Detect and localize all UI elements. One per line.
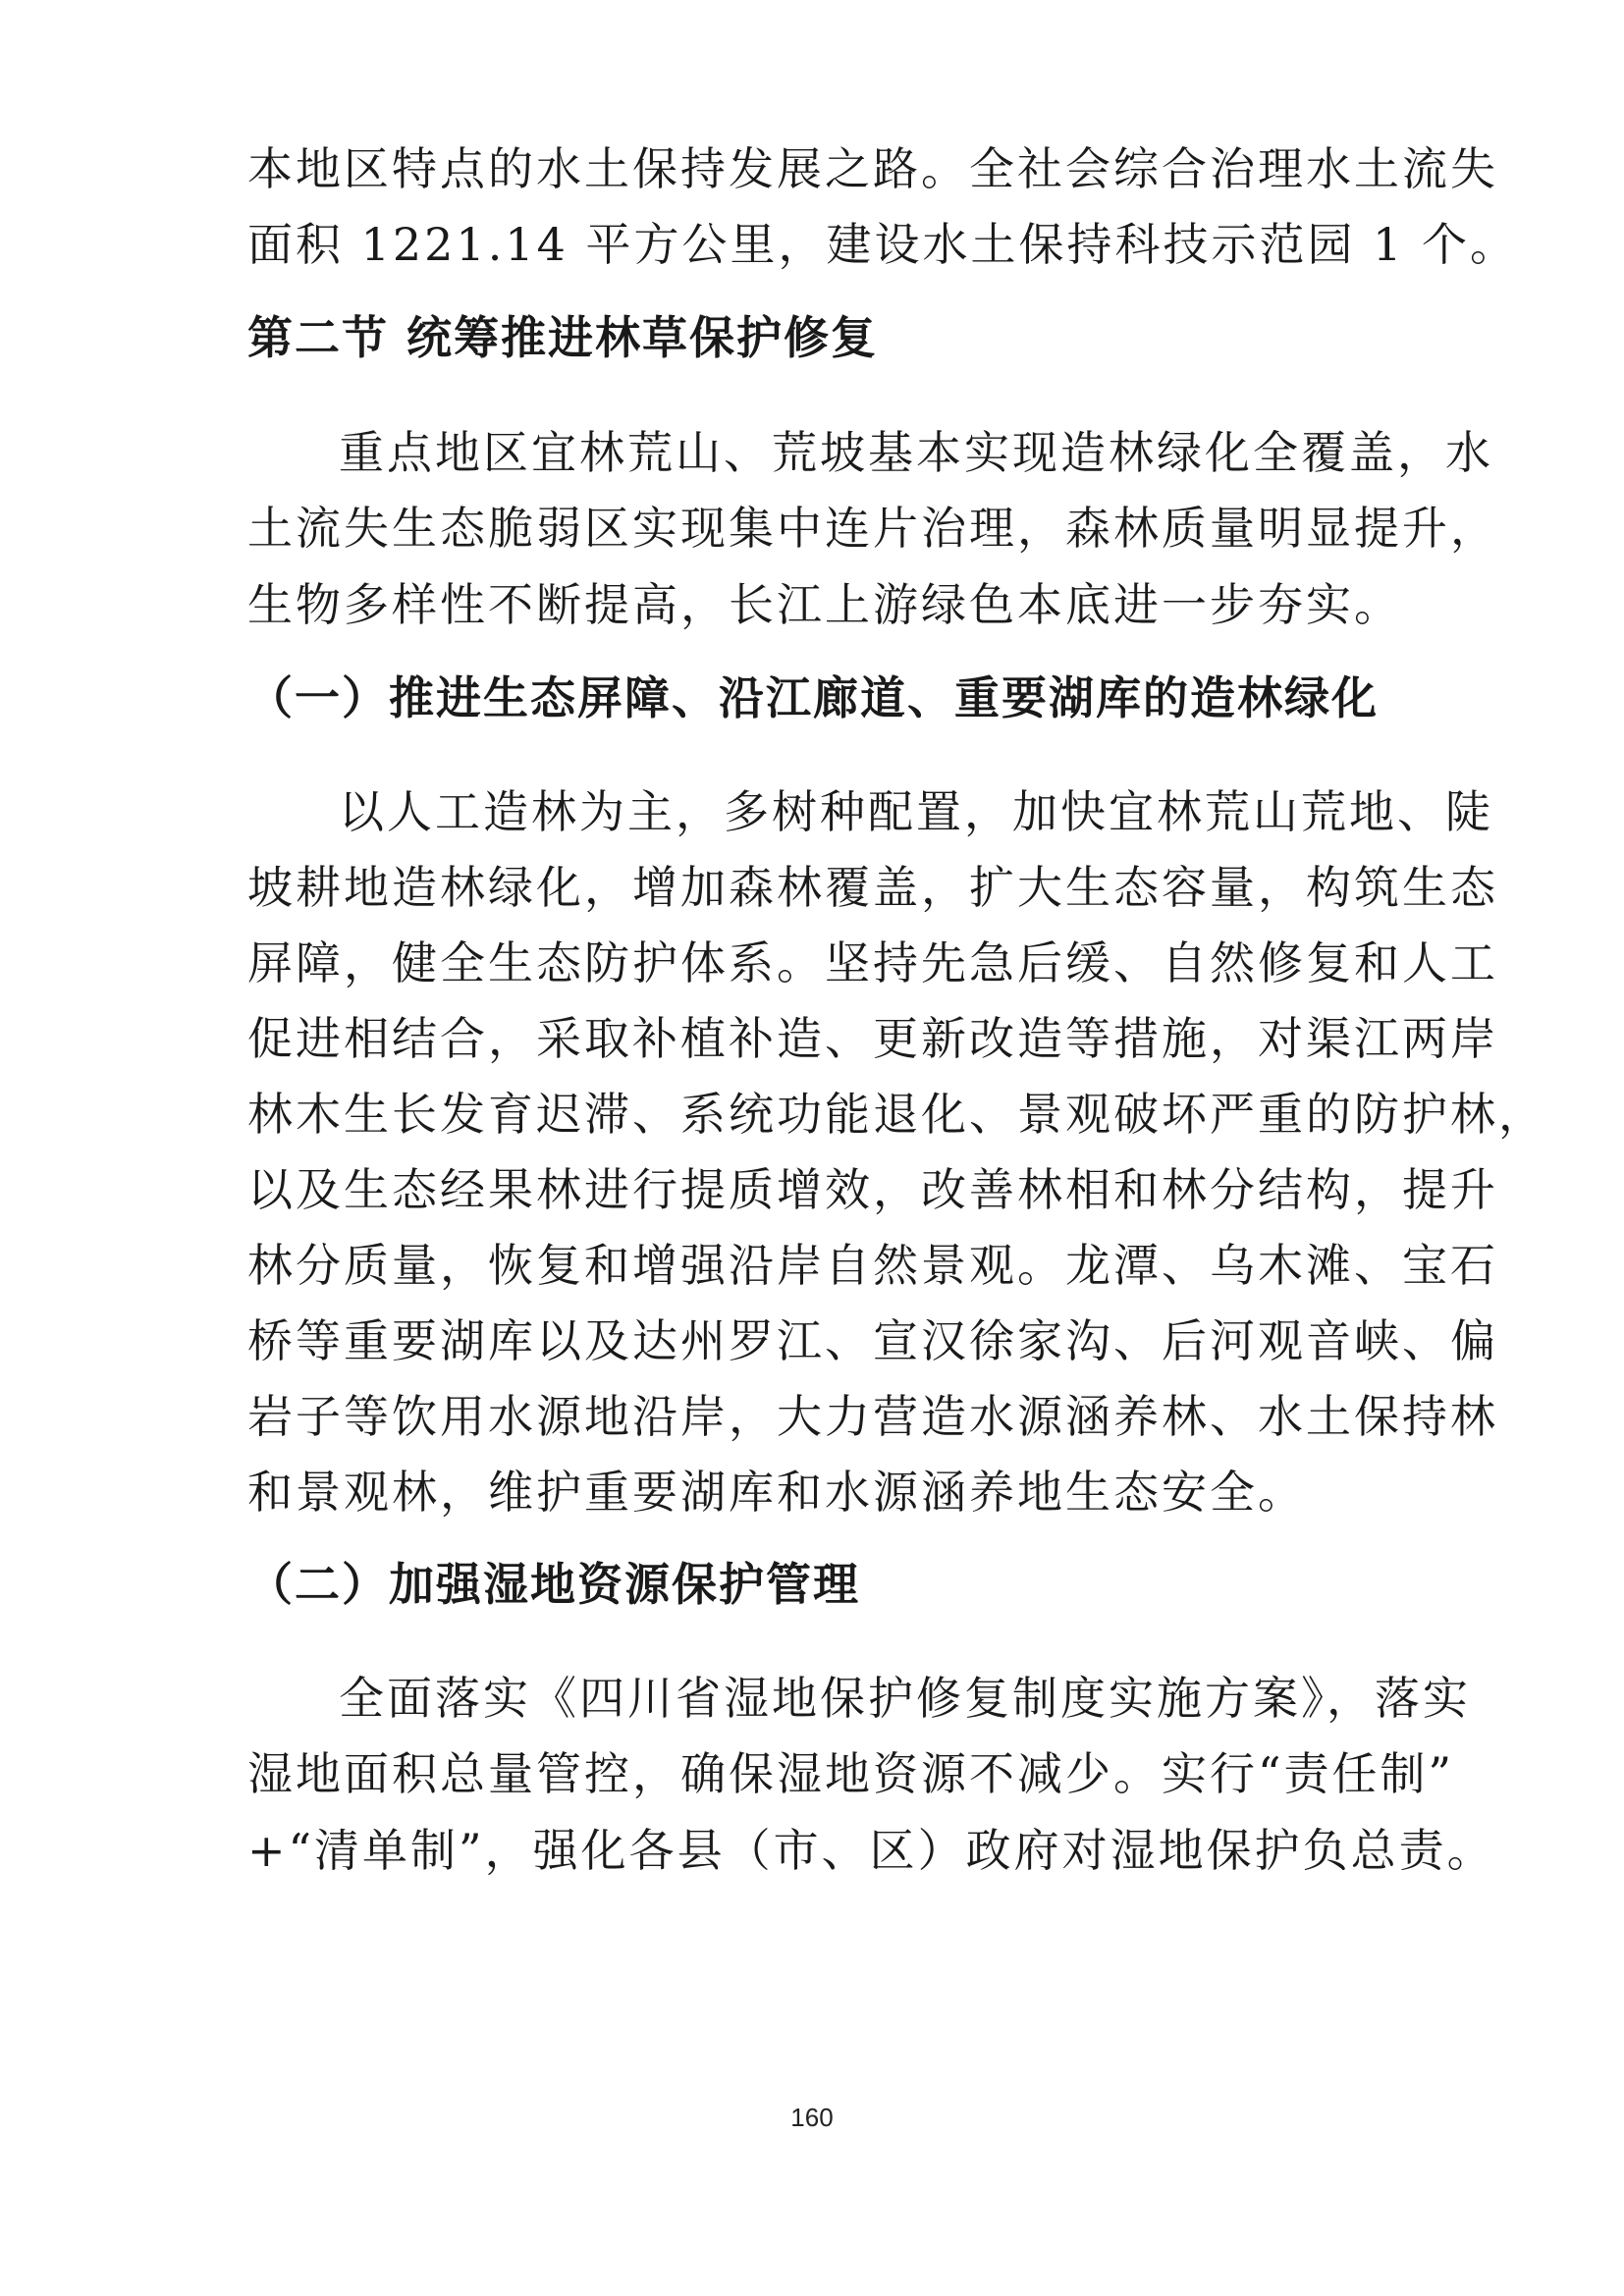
subsection-1-line-6: 以及生态经果林进行提质增效，改善林相和林分结构，提升	[247, 1163, 1498, 1216]
subsection-1-line-4: 促进相结合，采取补植补造、更新改造等措施，对渠江两岸	[247, 1012, 1498, 1065]
subsection-1-line-3: 屏障，健全生态防护体系。坚持先急后缓、自然修复和人工	[247, 936, 1498, 989]
subsection-1-line-2: 坡耕地造林绿化，增加森林覆盖，扩大生态容量，构筑生态	[247, 861, 1498, 914]
subsection-1-title: （一）推进生态屏障、沿江廊道、重要湖库的造林绿化	[247, 671, 1379, 724]
subsection-2-line-3: +“清单制”，强化各县（市、区）政府对湿地保护负总责。	[247, 1824, 1495, 1877]
intro-line-2: 面积 1221.14 平方公里，建设水土保持科技示范园 1 个。	[247, 218, 1518, 271]
subsection-2-line-2: 湿地面积总量管控，确保湿地资源不减少。实行“责任制”	[247, 1747, 1455, 1800]
subsection-1-line-10: 和景观林，维护重要湖库和水源涵养地生态安全。	[247, 1466, 1306, 1519]
subsection-1-line-1: 以人工造林为主，多树种配置，加快宜林荒山荒地、陡	[339, 785, 1493, 838]
subsection-1-line-5: 林木生长发育迟滞、系统功能退化、景观破坏严重的防护林，	[247, 1088, 1546, 1141]
subsection-2-title: （二）加强湿地资源保护管理	[247, 1558, 860, 1611]
page-number: 160	[790, 2103, 834, 2132]
subsection-1-line-7: 林分质量，恢复和增强沿岸自然景观。龙潭、乌木滩、宝石	[247, 1239, 1498, 1292]
subsection-1-line-9: 岩子等饮用水源地沿岸，大力营造水源涵养林、水土保持林	[247, 1390, 1498, 1443]
subsection-1-line-8: 桥等重要湖库以及达州罗江、宣汉徐家沟、后河观音峡、偏	[247, 1314, 1498, 1367]
intro-line-1: 本地区特点的水土保持发展之路。全社会综合治理水土流失	[247, 142, 1498, 195]
section-paragraph-line-3: 生物多样性不断提高，长江上游绿色本底进一步夯实。	[247, 578, 1402, 631]
section-paragraph-line-1: 重点地区宜林荒山、荒坡基本实现造林绿化全覆盖，水	[339, 426, 1493, 479]
subsection-2-line-1: 全面落实《四川省湿地保护修复制度实施方案》，落实	[339, 1672, 1471, 1725]
section-paragraph-line-2: 土流失生态脆弱区实现集中连片治理，森林质量明显提升，	[247, 502, 1498, 555]
section-title: 第二节 统筹推进林草保护修复	[247, 311, 879, 364]
